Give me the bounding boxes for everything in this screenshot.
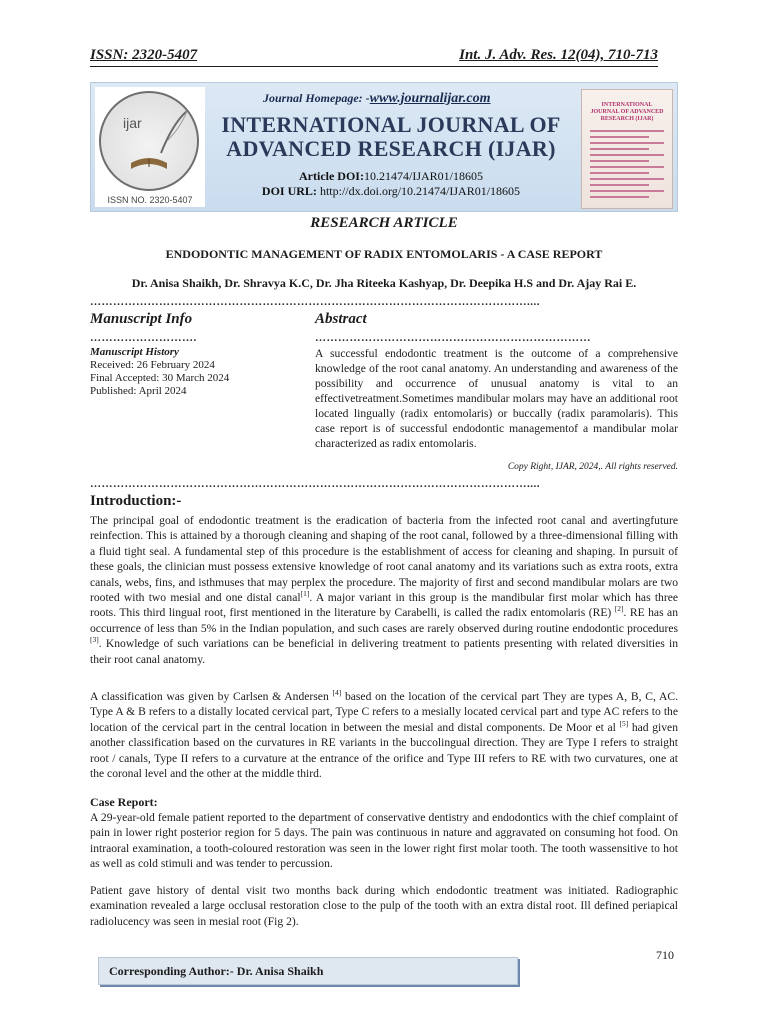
citation-ref[interactable]: [4]: [332, 688, 342, 698]
citation-ref[interactable]: [5]: [619, 718, 629, 728]
citation-ref[interactable]: [2]: [614, 604, 624, 614]
paper-title: ENDODONTIC MANAGEMENT OF RADIX ENTOMOLARIS - A CASE REPORT: [165, 247, 603, 261]
doi-label: Article DOI:: [299, 169, 364, 183]
citation-label: Int. J. Adv. Res. 12(04), 710-713: [459, 47, 658, 63]
introduction-paragraph-1: The principal goal of endodontic treatment is the eradication of bacteria from the infected root canal and avertingfuture reinfection. This is attained by a thorough cleaning and shaping of the root canal, followed by a three-dimensional filling with a fluid tight seal. A fundamental step of this procedure is the establishment of access for cleaning and shaping. In pursuit of these goals, the clinician must possess extensive knowledge of root canal anatomy and its variations such as extra roots, extra canals, webs, fins, and isthmuses that may perplex the procedure. The majority of first and second mandibular molars are two rooted with two mesial and one distal canal[1]. A major variant in this group is the mandibular first molar which has three roots. This third lingual root, first mentioned in the literature by Carabelli, is called the radix entomolaris (RE) [2]. RE has an occurrence of less than 5% in the Indian population, and such cases are rarely observed during routine endodontic procedures [3]. Knowledge of such variations can be beneficial in delivering treatment to patients presenting with related diversities in their root canal anatomy.: [90, 514, 678, 666]
introduction-heading: Introduction:-: [90, 493, 182, 509]
logo-text: ijar: [123, 115, 142, 131]
doi-url-link[interactable]: http://dx.doi.org/10.21474/IJAR01/18605: [319, 184, 521, 198]
citation-ref[interactable]: [1]: [300, 589, 310, 599]
case-report-paragraph-1: A 29-year-old female patient reported to the department of conservative dentistry and endodontics with the chief complaint of pain in lower right posterior region for 5 days. The pain was continuous in nature and aggravated on consuming hot food. On intraoral examination, a tooth-coloured restoration was seen in the lower right first molar tooth. The tooth wassensitive to hot as well as cold stimuli and was tender to percussion.: [90, 811, 678, 871]
cover-title: INTERNATIONAL JOURNAL OF ADVANCED RESEARCH (IJAR): [590, 102, 664, 122]
issn-label: ISSN: 2320-5407: [90, 47, 198, 63]
doi-value: 10.21474/IJAR01/18605: [363, 169, 483, 183]
running-header: [90, 47, 658, 67]
article-type: RESEARCH ARTICLE: [310, 215, 458, 231]
cover-text-lines: [590, 130, 664, 202]
journal-title-line1: INTERNATIONAL JOURNAL OF: [221, 112, 561, 137]
journal-logo: [95, 87, 205, 207]
citation-ref[interactable]: [3]: [90, 635, 99, 645]
journal-title: [221, 113, 561, 161]
introduction-paragraph-2: A classification was given by Carlsen & Andersen [4] based on the location of the cervical part They are types A, B, C, AC. Type A & B refers to a distally located cervical part, Type C refers to a mesially located cervical part and type AC refers to the location of the cervical part in the central location in between the mesial and distal components. De Moor et al [5] had given another classification based on the curvatures in RE variants in the buccolingual direction. They are Type I refers to straight root / canals, Type II refers to a curvature at the entrance of the orifice and Type III refers to RE with two curvatures, one at the coronal level and the other at the middle third.: [90, 688, 678, 781]
author-list: Dr. Anisa Shaikh, Dr. Shravya K.C, Dr. Jha Riteeka Kashyap, Dr. Deepika H.S and Dr. Ajay Rai E.: [131, 276, 637, 290]
homepage-label: Journal Homepage: -: [263, 91, 370, 105]
journal-banner: [90, 82, 678, 212]
journal-title-line2: ADVANCED RESEARCH (IJAR): [226, 136, 556, 161]
manuscript-info-heading: Manuscript Info: [90, 311, 193, 327]
history-label: Manuscript History: [90, 346, 179, 358]
received-date: Received: 26 February 2024: [90, 359, 215, 371]
case-report-paragraph-2: Patient gave history of dental visit two months back during which endodontic treatment was initiated. Radiographic examination revealed a large occlusal restoration close to the pulp of the tooth with an extra distal root. Ill defined periapical radiolucency was seen in mesial root (Fig 2).: [90, 884, 678, 928]
homepage-link[interactable]: www.journalijar.com: [369, 91, 491, 106]
journal-homepage: [263, 91, 491, 107]
divider-info: ……………………….: [90, 332, 197, 344]
divider-abstract: ………………………………………………………………: [315, 332, 591, 344]
accepted-date: Final Accepted: 30 March 2024: [90, 372, 230, 384]
divider-top: ……………………………………………………………………………………………………....: [90, 296, 540, 308]
case-report-heading: Case Report:: [90, 795, 158, 809]
abstract-text: A successful endodontic treatment is the outcome of a comprehensive knowledge of the root canal anatomy. An understanding and awareness of the possibility and occurrence of unusual anatomy is vital to an effectivetreatment.Sometimes mandibular molars may have an additional root located lingually (radix entomolaris) or buccally (radix paramolaris). This case report is of successful endodontic managementof a mandibular molar characterized as radix entomolaris.: [315, 347, 678, 450]
journal-cover-thumbnail: [581, 89, 673, 209]
doi-url-label: DOI URL:: [261, 184, 317, 198]
book-quill-icon: [101, 93, 197, 189]
published-date: Published: April 2024: [90, 385, 187, 397]
copyright-notice: Copy Right, IJAR, 2024,. All rights reserved.: [507, 462, 678, 472]
corresponding-author-box: Corresponding Author:- Dr. Anisa Shaikh: [98, 957, 518, 985]
doi-block: [221, 169, 561, 199]
abstract-heading: Abstract: [315, 311, 367, 327]
page-number: 710: [656, 948, 674, 962]
logo-emblem-icon: [99, 91, 199, 191]
divider-bottom: ……………………………………………………………………………………………………....: [90, 478, 540, 490]
logo-issn: ISSN NO. 2320-5407: [107, 195, 193, 205]
manuscript-history: [90, 346, 290, 398]
